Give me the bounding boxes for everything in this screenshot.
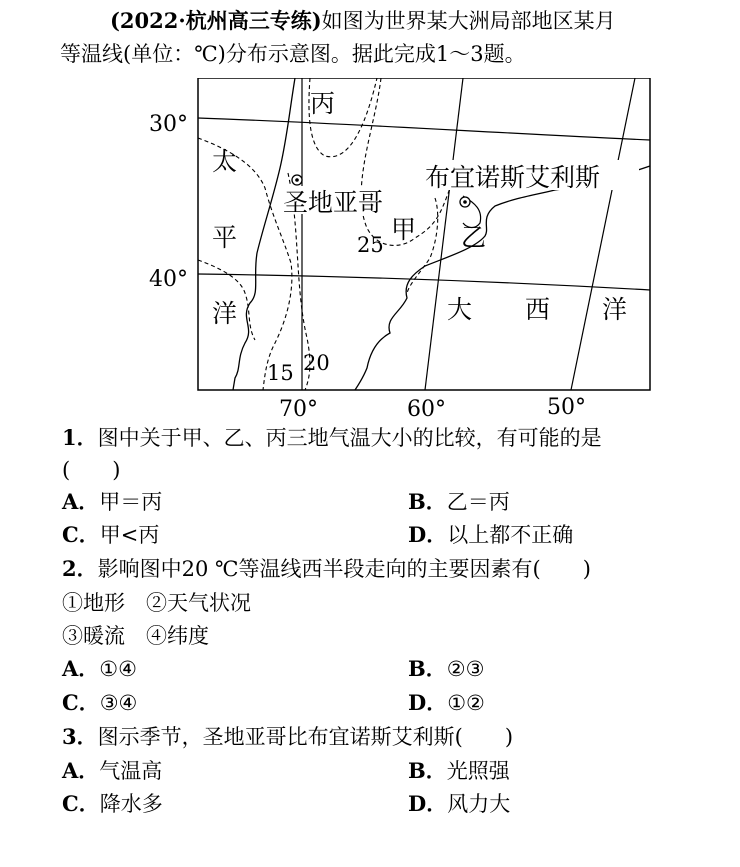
- longitude-line-60: [425, 78, 463, 390]
- question-2: [62, 555, 591, 583]
- q2-option-d-letter: D．: [408, 690, 448, 715]
- lon-label-60: 60°: [407, 397, 446, 422]
- place-label-yi: 乙: [461, 223, 487, 252]
- longitude-line-50: [571, 78, 635, 390]
- q2-option-b-text: ②③: [446, 657, 485, 681]
- q3-option-a-letter: A．: [62, 758, 100, 783]
- question-1: [62, 424, 602, 452]
- question-3: [62, 723, 513, 751]
- west-coastline: [233, 78, 295, 390]
- intro-text-1: 如图为世界某大洲局部地区某月: [321, 9, 616, 33]
- latitude-line-30: [198, 118, 650, 140]
- lat-label-40: 40°: [149, 267, 188, 292]
- q3-option-d-text: 风力大: [447, 792, 511, 816]
- intro-line-2: 等温线(单位：℃)分布示意图。据此完成1～3题。: [60, 42, 526, 66]
- q2-option-c-text: ③④: [99, 691, 138, 715]
- lat-label-30: 30°: [149, 112, 188, 137]
- ocean-atlantic-3: 洋: [602, 295, 628, 324]
- q1-option-c-text: 甲<丙: [99, 523, 160, 547]
- q3-option-b-letter: B．: [408, 758, 447, 783]
- isotherm-label-20: 20: [303, 351, 330, 375]
- ocean-pacific-1: 太: [212, 147, 238, 176]
- q2-option-c-letter: C．: [62, 690, 100, 715]
- question-1-text: 图中关于甲、乙、丙三地气温大小的比较，有可能的是: [97, 426, 602, 450]
- q1-option-a-text: 甲＝丙: [99, 490, 163, 514]
- q2-option-a[interactable]: [62, 655, 137, 683]
- east-coastline: [355, 166, 650, 390]
- q1-option-c[interactable]: [62, 521, 159, 549]
- ocean-atlantic-1: 大: [447, 295, 473, 324]
- isotherm-label-25: 25: [357, 233, 384, 257]
- q2-option-d-text: ①②: [447, 691, 485, 715]
- question-1-blank: ( ): [62, 458, 121, 482]
- intro-paragraph: [60, 4, 736, 71]
- intro-line-1: [60, 4, 736, 38]
- place-label-jia: 甲: [391, 215, 417, 244]
- q3-option-d[interactable]: [408, 790, 510, 818]
- ocean-pacific-3: 洋: [212, 299, 238, 328]
- q2-option-a-text: ①④: [99, 657, 137, 681]
- q2-option-a-letter: A．: [62, 656, 100, 681]
- q3-option-c-letter: C．: [62, 791, 100, 816]
- place-label-santiago: 圣地亚哥: [283, 188, 384, 217]
- question-source: (2022·杭州高三专练): [110, 8, 322, 33]
- q3-option-a[interactable]: [62, 757, 162, 785]
- q1-option-d-letter: D．: [408, 522, 448, 547]
- lon-label-70: 70°: [279, 397, 318, 422]
- lon-label-50: 50°: [547, 395, 586, 420]
- ocean-pacific-2: 平: [212, 223, 238, 252]
- q2-statement-2: ③暖流 ④纬度: [62, 624, 209, 648]
- question-3-number: 3．: [62, 724, 98, 749]
- q3-option-c-text: 降水多: [99, 792, 163, 816]
- place-label-buenos-aires: 布宜诺斯艾利斯: [425, 163, 601, 192]
- q1-option-a[interactable]: [62, 488, 162, 516]
- isotherm-label-15: 15: [267, 361, 294, 385]
- question-2-text: 影响图中20 ℃等温线西半段走向的主要因素有( ): [97, 557, 591, 581]
- buenos-aires-marker: [460, 197, 470, 207]
- map-frame: [198, 78, 650, 390]
- q3-option-b-text: 光照强: [446, 759, 510, 783]
- santiago-marker: [292, 175, 302, 185]
- q1-option-b-letter: B．: [408, 489, 447, 514]
- isotherm-map: [145, 78, 655, 423]
- q1-option-d-text: 以上都不正确: [447, 523, 574, 547]
- q2-option-c[interactable]: [62, 689, 137, 717]
- q1-option-a-letter: A．: [62, 489, 100, 514]
- place-label-bing: 丙: [310, 89, 336, 118]
- q1-option-b-text: 乙＝丙: [446, 490, 510, 514]
- q3-option-b[interactable]: [408, 757, 510, 785]
- q3-option-a-text: 气温高: [99, 759, 163, 783]
- question-3-text: 图示季节，圣地亚哥比布宜诺斯艾利斯( ): [97, 725, 514, 749]
- question-1-number: 1．: [62, 425, 98, 450]
- q1-option-b[interactable]: [408, 488, 510, 516]
- q2-option-b-letter: B．: [408, 656, 447, 681]
- q3-option-d-letter: D．: [408, 791, 448, 816]
- latitude-line-40: [198, 274, 650, 290]
- q1-option-d[interactable]: [408, 521, 573, 549]
- q2-statement-1: ①地形 ②天气状况: [62, 591, 251, 615]
- q2-option-d[interactable]: [408, 689, 485, 717]
- ocean-atlantic-2: 西: [525, 295, 551, 324]
- q3-option-c[interactable]: [62, 790, 163, 818]
- q1-option-c-letter: C．: [62, 522, 100, 547]
- q2-option-b[interactable]: [408, 655, 484, 683]
- question-2-number: 2．: [62, 556, 98, 581]
